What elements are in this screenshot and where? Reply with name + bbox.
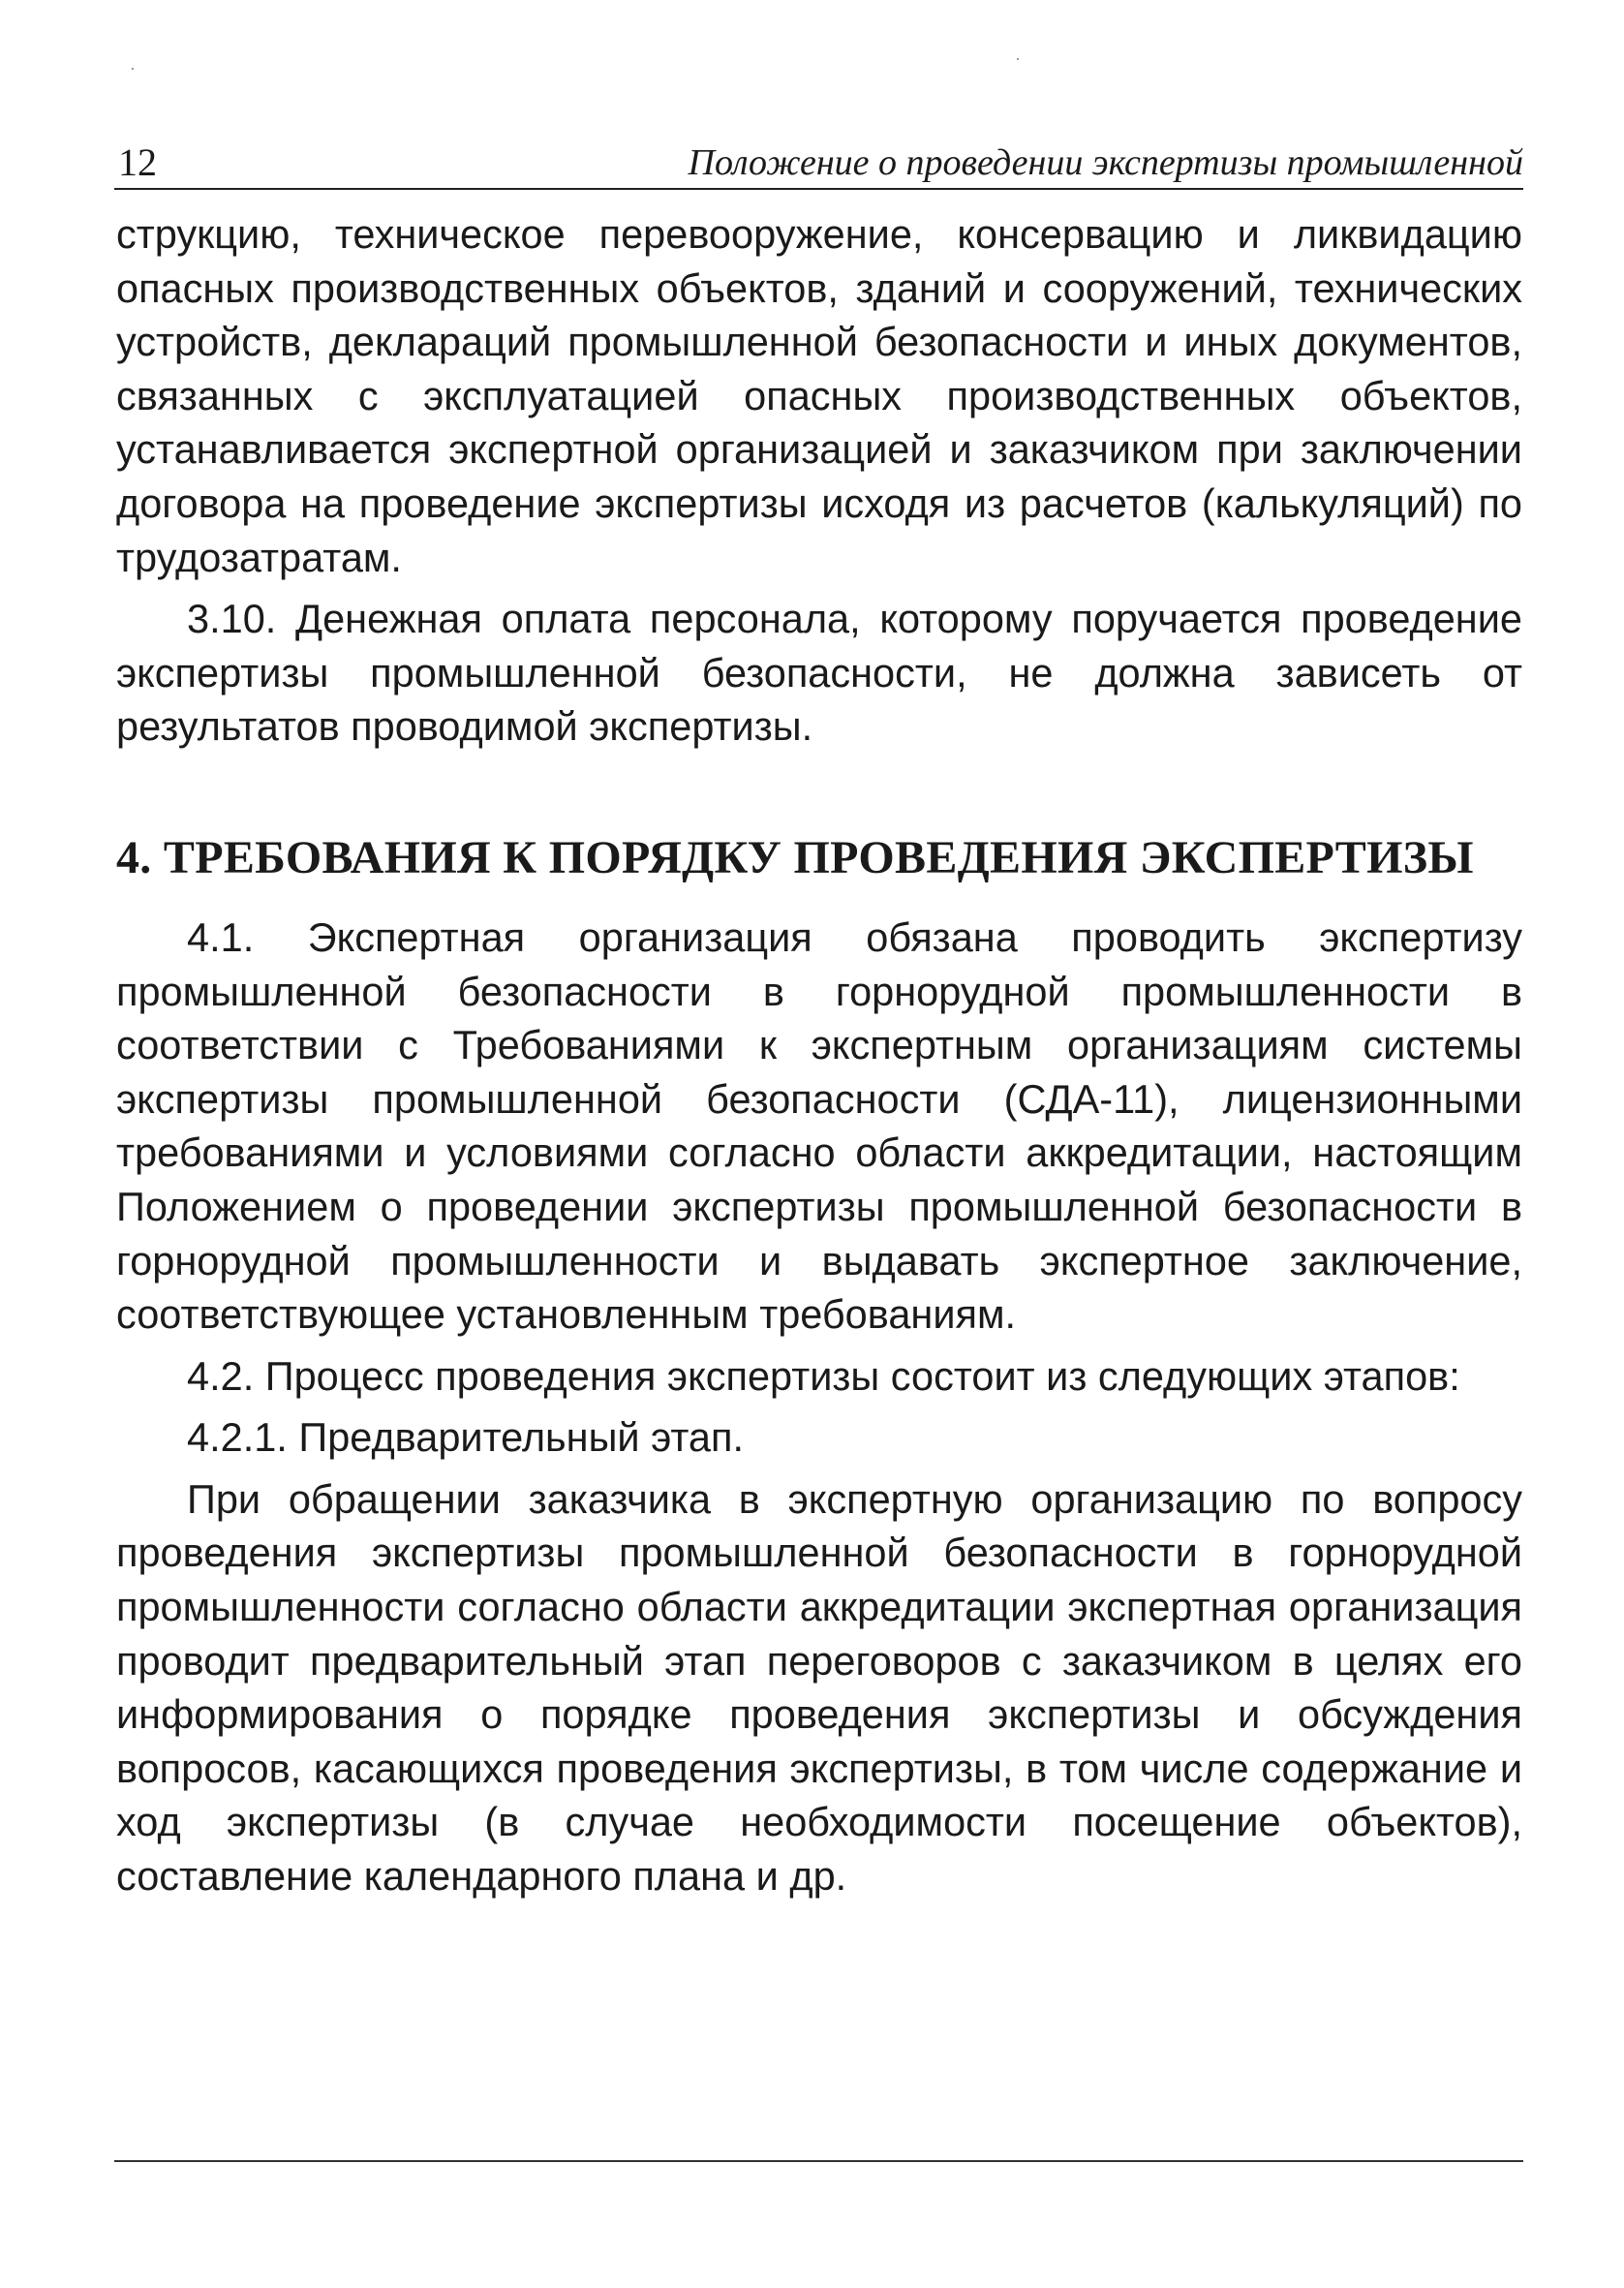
section-heading: 4. ТРЕБОВАНИЯ К ПОРЯДКУ ПРОВЕДЕНИЯ ЭКСПЕРТИЗЫ	[116, 831, 1474, 883]
page-number: 12	[118, 140, 157, 184]
paragraph-preliminary-stage: При обращении заказчика в экспертную организацию по вопросу проведения экспертизы промышленной безопасности в горнорудной промышленности согласно области аккредитации экспертная организация проводит предварительный этап переговоров с заказчиком в целях его информирования о порядке проведения экспертизы и обсуждения вопросов, касающихся проведения экспертизы, в том числе содержание и ход экспертизы (в случае необходимости посещение объектов), составление календарного плана и др.	[116, 1475, 1522, 1900]
paragraph-continuation: струкцию, техническое перевооружение, консервацию и ликвидацию опасных производственных объектов, зданий и сооружений, технических устройств, деклараций промышленной безопасности и иных документов, связанных с эксплуатацией опасных производственных объектов, устанавливается экспертной организацией и заказчиком при заключении договора на проведение экспертизы исходя из расчетов (калькуляций) по трудозатратам.	[116, 211, 1522, 580]
paragraph-4-1: 4.1. Экспертная организация обязана проводить экспертизу промышленной безопасности в горнорудной промышленности в соответствии с Требованиями к экспертным организациям системы экспертизы промышленной безопасности (СДА-11), лицензионными требованиями и условиями согласно области аккредитации, настоящим Положением о проведении экспертизы промышленной безопасности в горнорудной промышленности и выдавать экспертное заключение, соответствующее установленным требованиям.	[116, 913, 1522, 1338]
scan-speck	[132, 68, 134, 70]
body-text	[116, 207, 1522, 1903]
paragraph-4-2: 4.2. Процесс проведения экспертизы состоит из следующих этапов:	[187, 1352, 1460, 1399]
running-header	[114, 132, 1523, 190]
paragraph-3-10: 3.10. Денежная оплата персонала, которому поручается проведение экспертизы промышленной безопасности, не должна зависеть от результатов проводимой экспертизы.	[116, 596, 1522, 750]
footer-rule	[114, 2160, 1523, 2162]
paragraph-4-2-1: 4.2.1. Предварительный этап.	[187, 1414, 745, 1461]
running-title: Положение о проведении экспертизы промышленной	[688, 142, 1523, 183]
scan-speck	[1017, 58, 1019, 60]
